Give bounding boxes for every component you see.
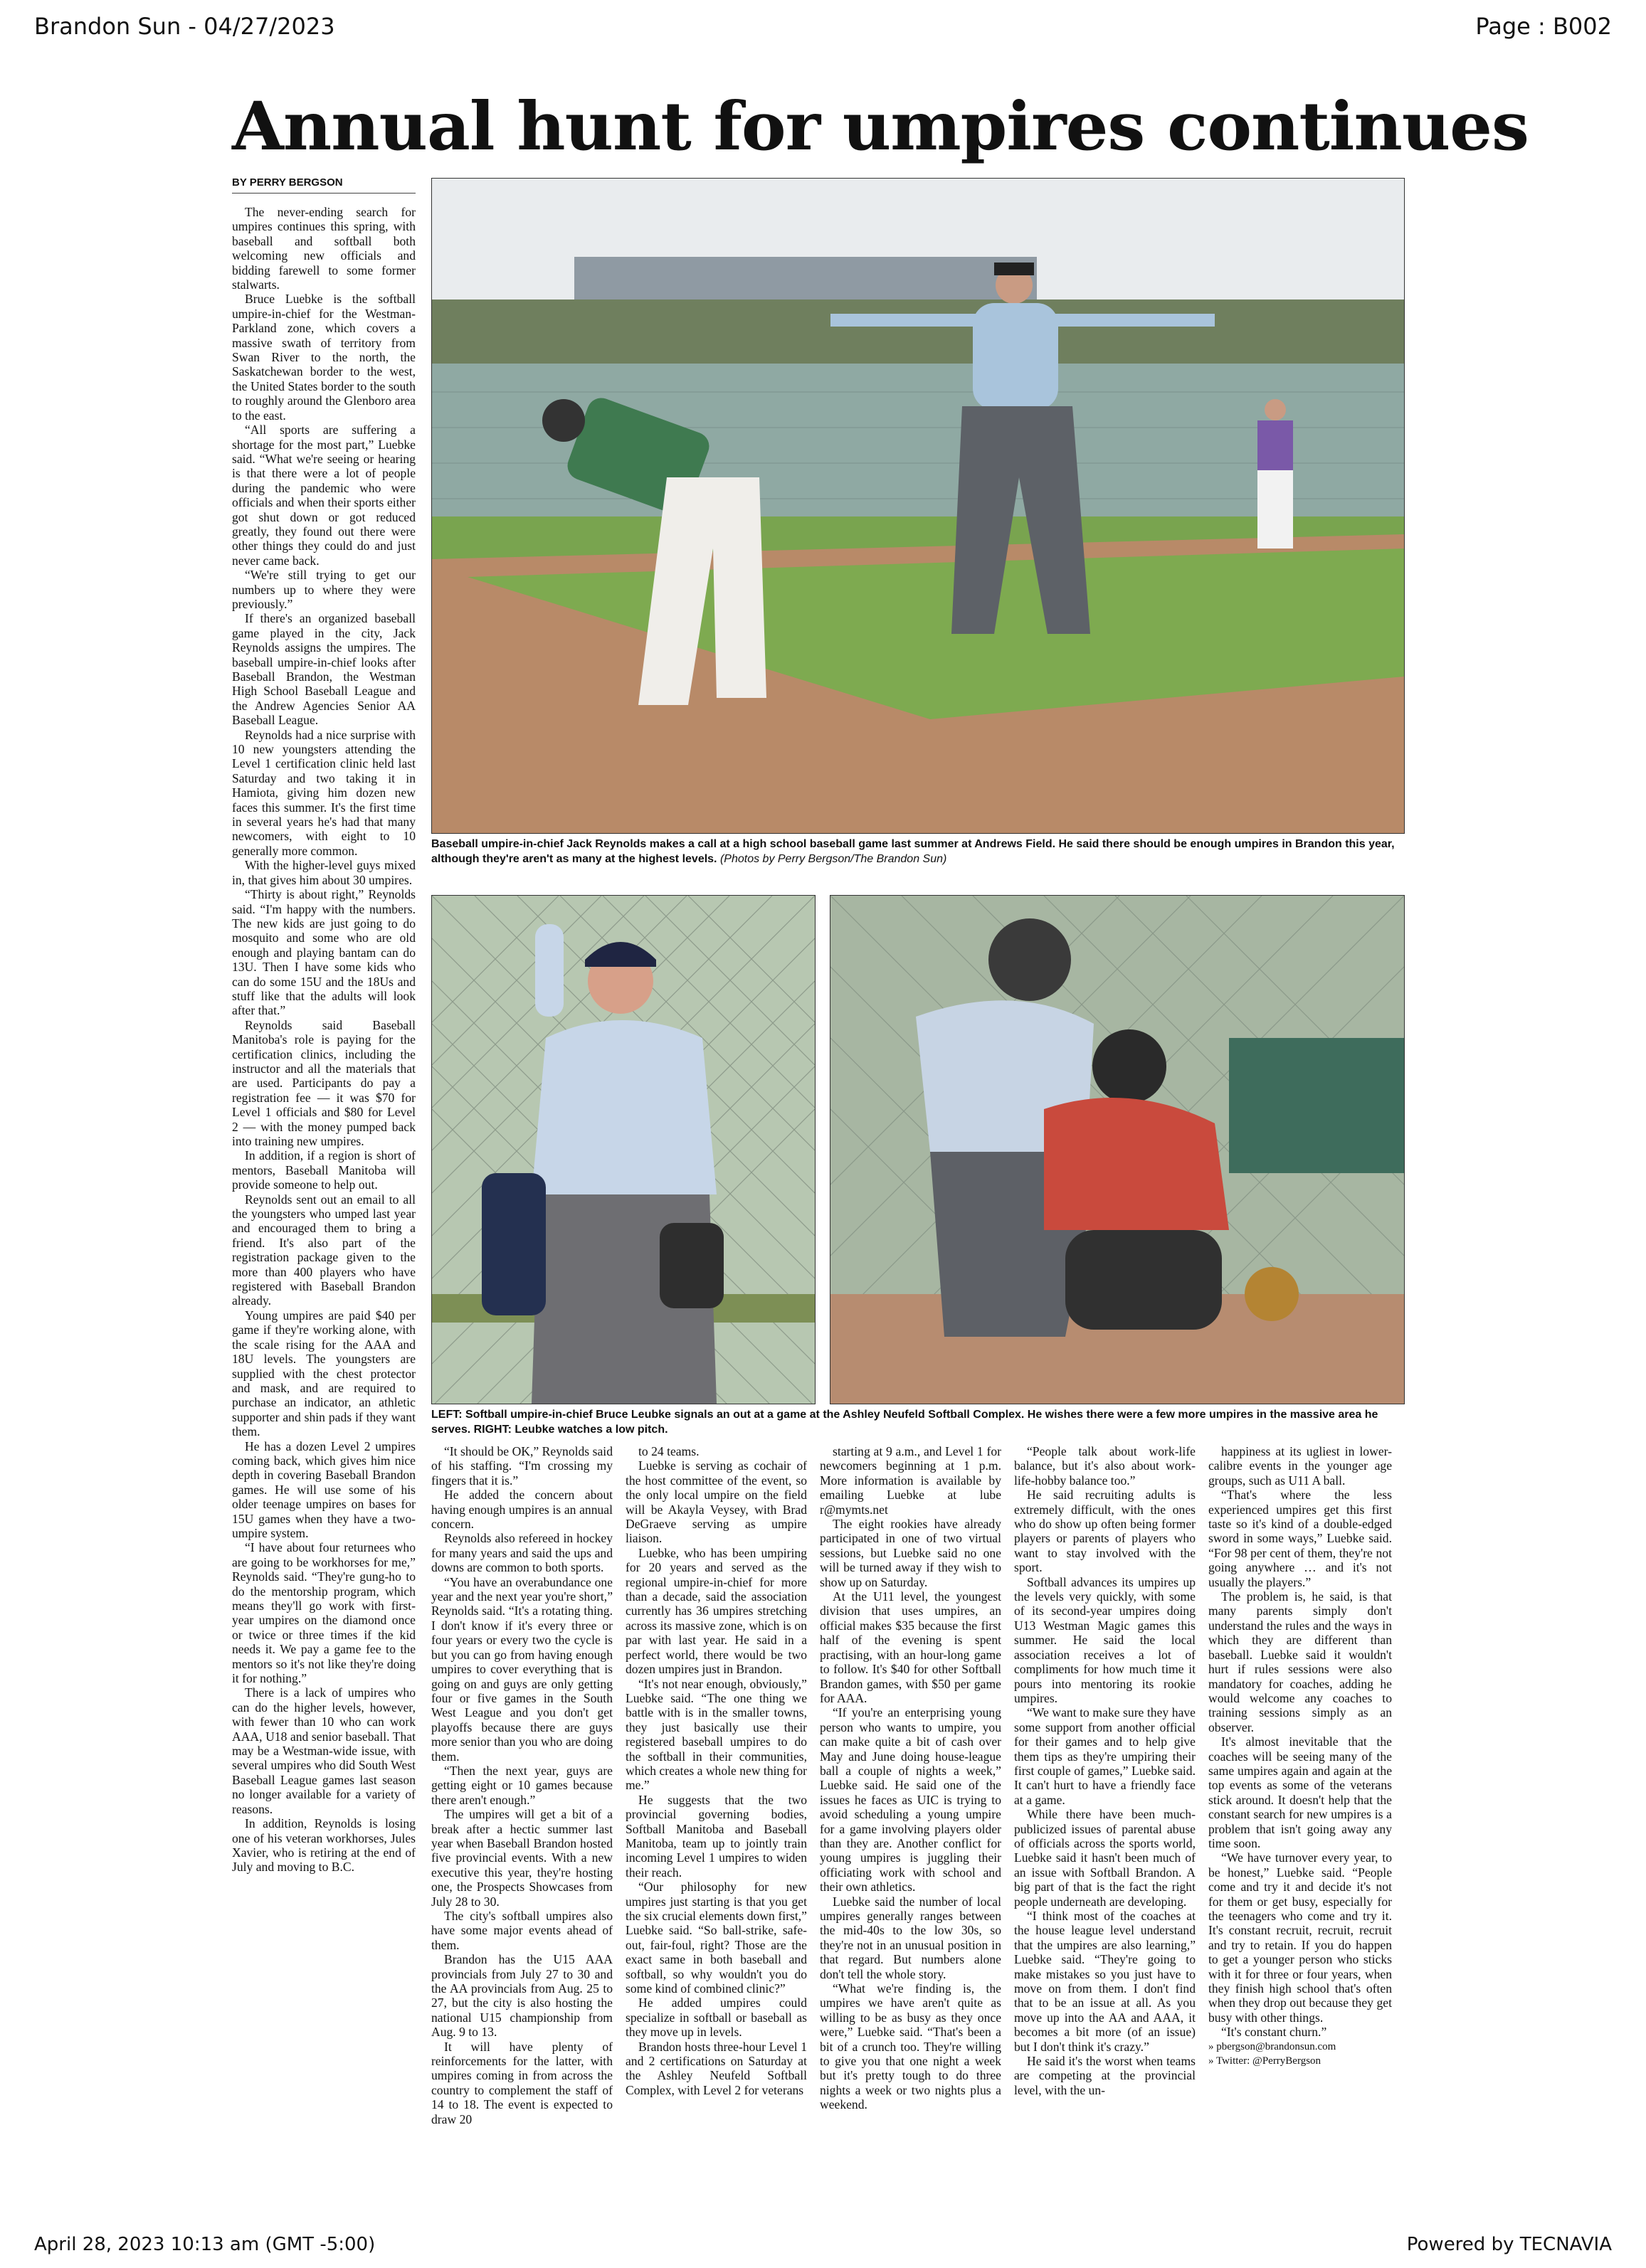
paragraph: “It's constant churn.” <box>1221 2025 1327 2040</box>
paragraph: While there have been much-publicized issues of parental abuse of officials across the sports world, Luebke said it hasn't been much of an issue with Softball Brandon. A big part of that is the fact the right people underneath are developing. <box>1014 1807 1196 1909</box>
paragraph: He suggests that the two provincial governing bodies, Softball Manitoba and Baseball Manitoba, team up to jointly train incoming Level 1 umpires to widen their reach. <box>626 1792 807 1880</box>
paragraph: The eight rookies have already participated in one of two virtual sessions, but Luebke said no one will be turned away if they wish to show up on Saturday. <box>820 1517 1001 1589</box>
paragraph: “We're still trying to get our numbers up to where they were previously.” <box>232 568 416 611</box>
paragraph: “Then the next year, guys are getting eight or 10 games because there aren't enough.” <box>431 1763 613 1807</box>
paragraph: He has a dozen Level 2 umpires coming back, which gives him nice depth in covering Baseball Brandon games. He will use some of his older teenage umpires on bases for 15U games when they have a two-umpire system. <box>232 1438 416 1540</box>
paragraph: The city's softball umpires also have some major events ahead of them. <box>431 1909 613 1952</box>
publication-date: Brandon Sun - 04/27/2023 <box>34 13 335 40</box>
caption-top-text: Baseball umpire-in-chief Jack Reynolds makes a call at a high school baseball game last summer at Andrews Field. He said there should be enough umpires in Brandon this year, although they're aren't as many at the highest levels. <box>431 838 1395 865</box>
column-1 <box>232 205 416 2148</box>
paragraph: At the U11 level, the youngest division that uses umpires, an official makes $35 because the first half of the evening is spent practising, with an hour-long game to follow. It's $40 for other Softball Brandon games, with $50 per game for AAA. <box>820 1589 1001 1705</box>
paragraph: Softball advances its umpires up the levels very quickly, with some of its second-year umpires doing U13 Westman Magic games this summer. He said the local association receives a lot of compliments for how much time it pours into mentoring its rookie umpires. <box>1014 1574 1196 1705</box>
paragraph: There is a lack of umpires who can do the higher levels, however, with fewer than 10 who can work AAA, U18 and senior baseball. That may be a Westman-wide issue, with several umpires who did South West Baseball League games last season no longer available for a variety of reasons. <box>232 1685 416 1816</box>
paragraph: Reynolds had a nice surprise with 10 new youngsters attending the Level 1 certification clinic held last Saturday and two taking it in Hamiota, giving him dozen new faces this summer. It's the first time in several years he's had that many newcomers, with eight to 10 generally more common. <box>232 727 416 858</box>
caption-bottom: LEFT: Softball umpire-in-chief Bruce Leubke signals an out at a game at the Ashley Neufeld Softball Complex. He wishes there were a few more umpires in the massive area he serves. RIGHT: Leubke watches a low pitch. <box>431 1409 1378 1436</box>
page-footer <box>0 2234 1646 2262</box>
paragraph: Reynolds also refereed in hockey for many years and said the ups and downs are common to both sports. <box>431 1531 613 1575</box>
paragraph: “All sports are suffering a shortage for the most part,” Luebke said. “What we're seeing or hearing is that there were a lot of people during the pandemic who were officials and when their sports either got shut down or got reduced greatly, they found out there were other things they could do and just never came back. <box>232 423 416 568</box>
author-twitter[interactable]: » Twitter: @PerryBergson <box>1208 2055 1321 2067</box>
paragraph: It's almost inevitable that the coaches will be seeing many of the same umpires again and again at the top events as some of the veterans stick around. It doesn't help that the constant search for new umpires is a problem that isn't going away any time soon. <box>1208 1734 1392 1850</box>
paragraph: He added the concern about having enough umpires is an annual concern. <box>431 1488 613 1532</box>
paragraph: The never-ending search for umpires continues this spring, with baseball and softball both welcoming new officials and bidding farewell to some former stalwarts. <box>232 205 416 292</box>
paragraph: “That's where the less experienced umpires get this first taste so it's kind of a double-edged sword in some ways,” Luebke said. “For 98 per cent of them, they're not going anywhere … and it's not usually the players.” <box>1208 1488 1392 1589</box>
paragraph: The umpires will get a bit of a break after a hectic summer last year when Baseball Brandon hosted five provincial events. With a new executive this year, they're hosting one, the Prospects Showcases from July 28 to 30. <box>431 1807 613 1909</box>
paragraph: Luebke said the number of local umpires generally ranges between the mid-40s to the low 30s, so they're not in an unusual position in that regard. But numbers alone don't tell the whole story. <box>820 1894 1001 1981</box>
catcher-illustration <box>830 896 1404 1404</box>
photo-credit: (Photos by Perry Bergson/The Brandon Sun) <box>719 853 947 865</box>
paragraph: “We want to make sure they have some support from another official for their games and to help give them tips as they're umpiring their first couple of games,” Luebke said. It can't hurt to have a friendly face at a game. <box>1014 1705 1196 1807</box>
byline: BY PERRY BERGSON <box>232 176 416 194</box>
column-5 <box>1014 1444 1196 2156</box>
paragraph: If there's an organized baseball game played in the city, Jack Reynolds assigns the umpires. The baseball umpire-in-chief looks after Baseball Brandon, the Westman High School Baseball League and the Andrew Agencies Senior AA Baseball League. <box>232 611 416 728</box>
page-header <box>0 13 1646 41</box>
paragraph: “If you're an enterprising young person who wants to umpire, you can make quite a bit of cash over May and June doing house-league ball a couple of nights a week,” Luebke said. He said one of the issues he faces as UIC is trying to avoid scheduling a young umpire for a game involving players older than they are. Another conflict for young umpires is juggling their officiating work with school and their own athletics. <box>820 1705 1001 1895</box>
paragraph: He added umpires could specialize in softball or baseball as they move up in levels. <box>626 1996 807 2040</box>
caption-top <box>431 837 1403 867</box>
paragraph: “Thirty is about right,” Reynolds said. “I'm happy with the numbers. The new kids are just going to do mosquito and some who are old enough and playing bantam can do 13U. Then I have some kids who can do some 15U and the 18Us and stuff like that the adults will look after that.” <box>232 887 416 1018</box>
headline: Annual hunt for umpires continues <box>232 88 1529 166</box>
paragraph: “People talk about work-life balance, but it's also about work-life-hobby balance too.” <box>1014 1444 1196 1488</box>
author-email[interactable]: » pbergson@brandonsun.com <box>1208 2040 1336 2052</box>
paragraph: He said recruiting adults is extremely difficult, with the ones who do show up often being former players or parents of players who want to stay involved with the sport. <box>1014 1488 1196 1575</box>
softball-umpire-illustration <box>432 896 815 1404</box>
paragraph: “What we're finding is, the umpires we have aren't quite as willing to be as busy as they once were,” Luebke said. “That's been a bit of a crunch too. They're willing to give you that one night a week but it's pretty tough to do three nights a week or two nights plus a weekend. <box>820 1981 1001 2112</box>
photo-baseball-umpire <box>431 178 1405 834</box>
baseball-umpire-illustration <box>432 179 1404 833</box>
page-number: Page : B002 <box>1475 13 1612 40</box>
paragraph: In addition, Reynolds is losing one of his veteran workhorses, Jules Xavier, who is retiring at the end of July and moving to B.C. <box>232 1816 416 1875</box>
photo-softball-umpire-signal <box>431 895 816 1404</box>
paragraph: “I have about four returnees who are going to be workhorses for me,” Reynolds said. “They're gung-ho to do the mentorship program, which means they'll go work with first-year umpires on the diamond once or twice or three times if the kid needs it. We pay a game fee to the mentors so it's not like they're doing it for nothing.” <box>232 1540 416 1686</box>
paragraph: starting at 9 a.m., and Level 1 for newcomers beginning at 1 p.m. More information is available by emailing Luebke at lube r@mymts.net <box>820 1444 1001 1517</box>
paragraph: happiness at its ugliest in lower-calibre events in the younger age groups, such as U11 A ball. <box>1208 1444 1392 1488</box>
column-2 <box>431 1444 613 2156</box>
paragraph: Bruce Luebke is the softball umpire-in-chief for the Westman-Parkland zone, which covers a massive swath of territory from Swan River to the north, the Saskatchewan border to the west, the United States border to the south to roughly around the Glenboro area to the east. <box>232 292 416 423</box>
paragraph: He said it's the worst when teams are competing at the provincial level, with the un- <box>1014 2054 1196 2097</box>
column-4 <box>820 1444 1001 2156</box>
paragraph: “We have turnover every year, to be honest,” Luebke said. “People come and try it and decide it's not for them or get busy, especially for the teenagers who come and try it. It's constant recruit, recruit, recruit and try to retain. If you do happen to get a younger person who sticks with it for three or four years, when they finish high school that's often when they drop out because they get busy with other things. <box>1208 1850 1392 2025</box>
paragraph: “Our philosophy for new umpires just starting is that you get the six crucial elements down first,” Luebke said. “So ball-strike, safe-out, fair-foul, right? Those are the exact same in both baseball and softball, so why wouldn't you do some kind of combined clinic?” <box>626 1880 807 1996</box>
column-6 <box>1208 1444 1392 2156</box>
paragraph: It will have plenty of reinforcements for the latter, with umpires coming in from across the country to complement the staff of 14 to 18. The event is expected to draw 20 <box>431 2039 613 2126</box>
paragraph: In addition, if a region is short of mentors, Baseball Manitoba will provide someone to help out. <box>232 1148 416 1192</box>
paragraph: Luebke, who has been umpiring for 20 years and served as the regional umpire-in-chief for more than a decade, said the association currently has 36 umpires stretching across its massive zone, which is on par with last year. He said in a perfect world, there would be two dozen umpires just in Brandon. <box>626 1545 807 1677</box>
paragraph: The problem is, he said, is that many parents simply don't understand the rules and the ways in which they are different than baseball. Luebke said it wouldn't hurt if rules sessions were also mandatory for coaches, adding he would welcome any coaches to training sessions simply as an observer. <box>1208 1589 1392 1734</box>
paragraph: “It's not near enough, obviously,” Luebke said. “The one thing we battle with is in the smaller towns, they just basically use their registered baseball umpires to do the softball in their communities, which creates a whole new thing for me.” <box>626 1676 807 1793</box>
paragraph: Luebke is serving as cochair of the host committee of the event, so the only local umpire on the field will be Akayla Veysey, with Brad DeGraeve serving as umpire liaison. <box>626 1458 807 1546</box>
photo-softball-catcher <box>830 895 1405 1404</box>
paragraph: “It should be OK,” Reynolds said of his staffing. “I'm crossing my fingers that it is.” <box>431 1444 613 1488</box>
paragraph: Reynolds sent out an email to all the youngsters who umped last year and encouraged them to bring a friend. It's also part of the registration package given to the more than 400 players who have registered with Baseball Brandon already. <box>232 1192 416 1308</box>
paragraph: With the higher-level guys mixed in, that gives him about 30 umpires. <box>232 858 416 887</box>
powered-by: Powered by TECNAVIA <box>1406 2234 1612 2255</box>
paragraph: “You have an overabundance one year and the next year you're short,” Reynolds said. “It's a rotating thing. I don't know if it's every three or four years or every two the cycle is but you can go from having enough umpires to cover everything that is going on and guys are only getting four or five games in the South West League and you don't get playoffs because there are guys more senior than you who are doing them. <box>431 1574 613 1764</box>
paragraph: Brandon has the U15 AAA provincials from July 27 to 30 and the AA provincials from Aug. 25 to 27, but the city is also hosting the national U15 championship from Aug. 9 to 13. <box>431 1952 613 2040</box>
paragraph: Young umpires are paid $40 per game if they're working alone, with the scale rising for the AAA and 18U levels. The youngsters are supplied with the chest protector and mask, and are required to purchase an indicator, an athletic supporter and shin pads if they want them. <box>232 1308 416 1439</box>
paragraph: “I think most of the coaches at the house league level understand that the umpires are also learning,” Luebke said. “They're going to make mistakes so you just have to move on from them. I don't find that to be an issue at all. As you move up into the AA and AAA, it becomes a bit more (of an issue) but I don't think it's crazy.” <box>1014 1909 1196 2054</box>
column-3 <box>626 1444 807 2156</box>
print-timestamp: April 28, 2023 10:13 am (GMT -5:00) <box>34 2234 376 2255</box>
paragraph: to 24 teams. <box>638 1444 700 1458</box>
paragraph: Brandon hosts three-hour Level 1 and 2 certifications on Saturday at the Ashley Neufeld Softball Complex, with Level 2 for veterans <box>626 2039 807 2097</box>
paragraph: Reynolds said Baseball Manitoba's role is paying for the certification clinics, including the instructor and all the materials that are used. Participants do pay a registration fee — it was $70 for Level 1 officials and $80 for Level 2 — with the money pumped back into training new umpires. <box>232 1017 416 1148</box>
